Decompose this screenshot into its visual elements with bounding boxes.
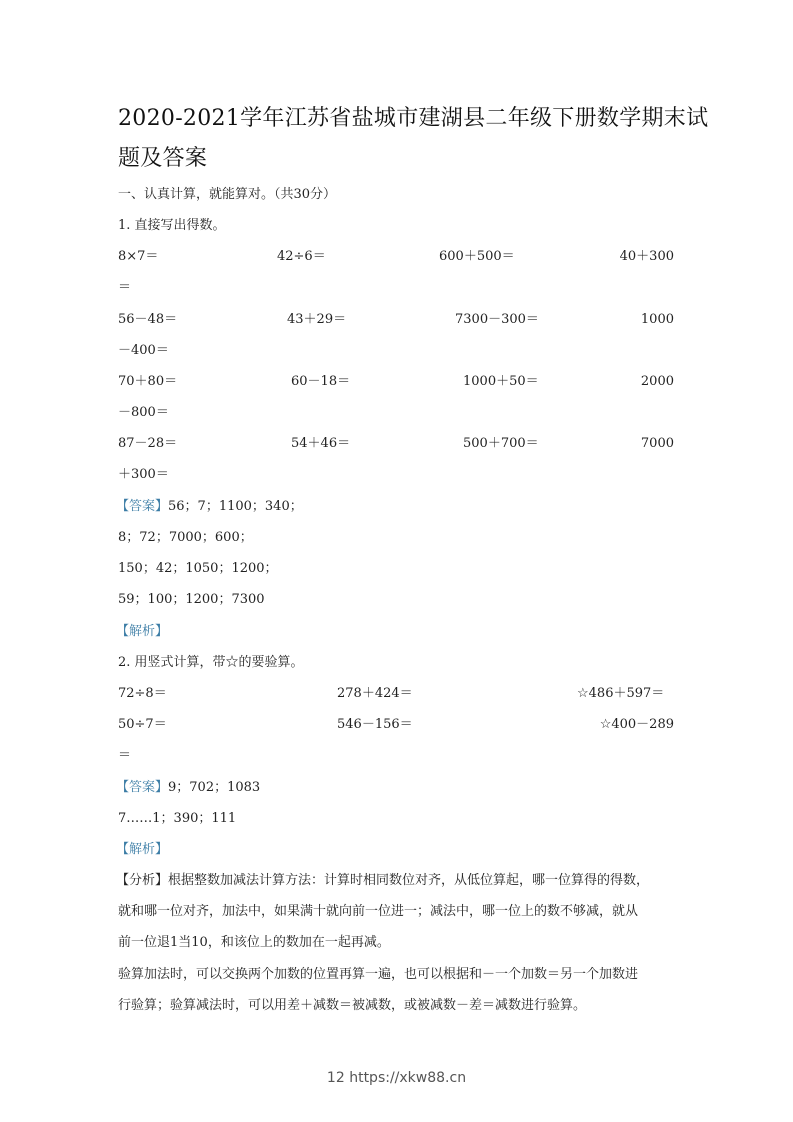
- q1-problem-continuation: －400＝: [118, 343, 169, 358]
- q1-problem: 56－48＝: [118, 312, 178, 327]
- q1-problem: 60－18＝: [291, 374, 351, 389]
- q1-problem-continuation: ＋300＝: [118, 467, 169, 482]
- q2-answer-line-1: [116, 780, 260, 796]
- q1-problem: 1000: [640, 312, 674, 327]
- q1-problem: 70＋80＝: [118, 374, 178, 389]
- q1-problem-continuation: ＝: [118, 280, 132, 295]
- q1-analysis-tag: 【解析】: [116, 624, 169, 639]
- q1-problem-continuation: －800＝: [118, 405, 169, 420]
- q2-analysis-tag: 【解析】: [116, 842, 169, 857]
- fenxi-text: 根据整数加减法计算方法：计算时相同数位对齐，从低位算起，哪一位算得的得数，: [168, 873, 650, 888]
- document-title-line-1: 2020-2021学年江苏省盐城市建湖县二年级下册数学期末试: [118, 106, 709, 131]
- q2-problem: 72÷8＝: [118, 686, 167, 701]
- page-footer: [0, 1070, 793, 1086]
- q2-fenxi-line-2: 就和哪一位对齐，加法中，如果满十就向前一位进一；减法中，哪一位上的数不够减，就从: [118, 904, 639, 919]
- q1-problem: 8×7＝: [118, 249, 159, 264]
- q2-problem: 278＋424＝: [337, 686, 413, 701]
- q2-problem: 50÷7＝: [118, 717, 167, 732]
- q1-problem: 1000＋50＝: [463, 374, 539, 389]
- q1-answer-line-3: 150；42；1050；1200；: [118, 561, 278, 576]
- page-number: 12: [326, 1070, 345, 1086]
- q1-problem: 7300－300＝: [455, 312, 539, 327]
- answer-text: 9；702；1083: [168, 780, 261, 795]
- q2-problem: ☆400－289: [599, 717, 674, 732]
- q2-fenxi-line-1: [116, 873, 676, 889]
- q1-answer-line-2: 8；72；7000；600；: [118, 530, 253, 545]
- q1-problem: 40＋300: [619, 249, 674, 264]
- section-heading: 一、认真计算，就能算对。（共30分）: [118, 187, 337, 202]
- question-2-prompt: 2. 用竖式计算，带☆的要验算。: [118, 655, 304, 670]
- q2-fenxi-line-4: 验算加法时，可以交换两个加数的位置再算一遍，也可以根据和－一个加数＝另一个加数进: [118, 967, 639, 982]
- q2-problem: ☆486＋597＝: [577, 686, 665, 701]
- q1-answer-line-1: [116, 499, 303, 515]
- q1-problem: 43＋29＝: [287, 312, 347, 327]
- q2-problem: 546－156＝: [337, 717, 413, 732]
- q2-problem-continuation: ＝: [118, 748, 132, 763]
- document-title-line-2: 题及答案: [118, 146, 208, 171]
- q1-problem: 54＋46＝: [291, 436, 351, 451]
- q2-fenxi-line-5: 行验算；验算减法时，可以用差＋减数＝被减数，或被减数－差＝减数进行验算。: [118, 998, 587, 1013]
- q2-answer-line-2: 7……1；390；111: [118, 811, 237, 826]
- footer-site-link[interactable]: https://xkw88.cn: [349, 1070, 467, 1086]
- q1-problem: 42÷6＝: [277, 249, 326, 264]
- q1-problem: 600＋500＝: [439, 249, 515, 264]
- question-1-prompt: 1. 直接写出得数。: [118, 218, 226, 233]
- q1-problem: 2000: [640, 374, 674, 389]
- q1-problem: 87－28＝: [118, 436, 178, 451]
- q1-problem: 7000: [640, 436, 674, 451]
- answer-tag: 【答案】: [116, 780, 169, 795]
- fenxi-tag: 【分析】: [116, 873, 169, 888]
- answer-tag: 【答案】: [116, 499, 169, 514]
- q2-fenxi-line-3: 前一位退1当10，和该位上的数加在一起再减。: [118, 935, 390, 950]
- q1-problem: 500＋700＝: [463, 436, 539, 451]
- answer-text: 56；7；1100；340；: [168, 499, 303, 514]
- q1-answer-line-4: 59；100；1200；7300: [118, 592, 265, 607]
